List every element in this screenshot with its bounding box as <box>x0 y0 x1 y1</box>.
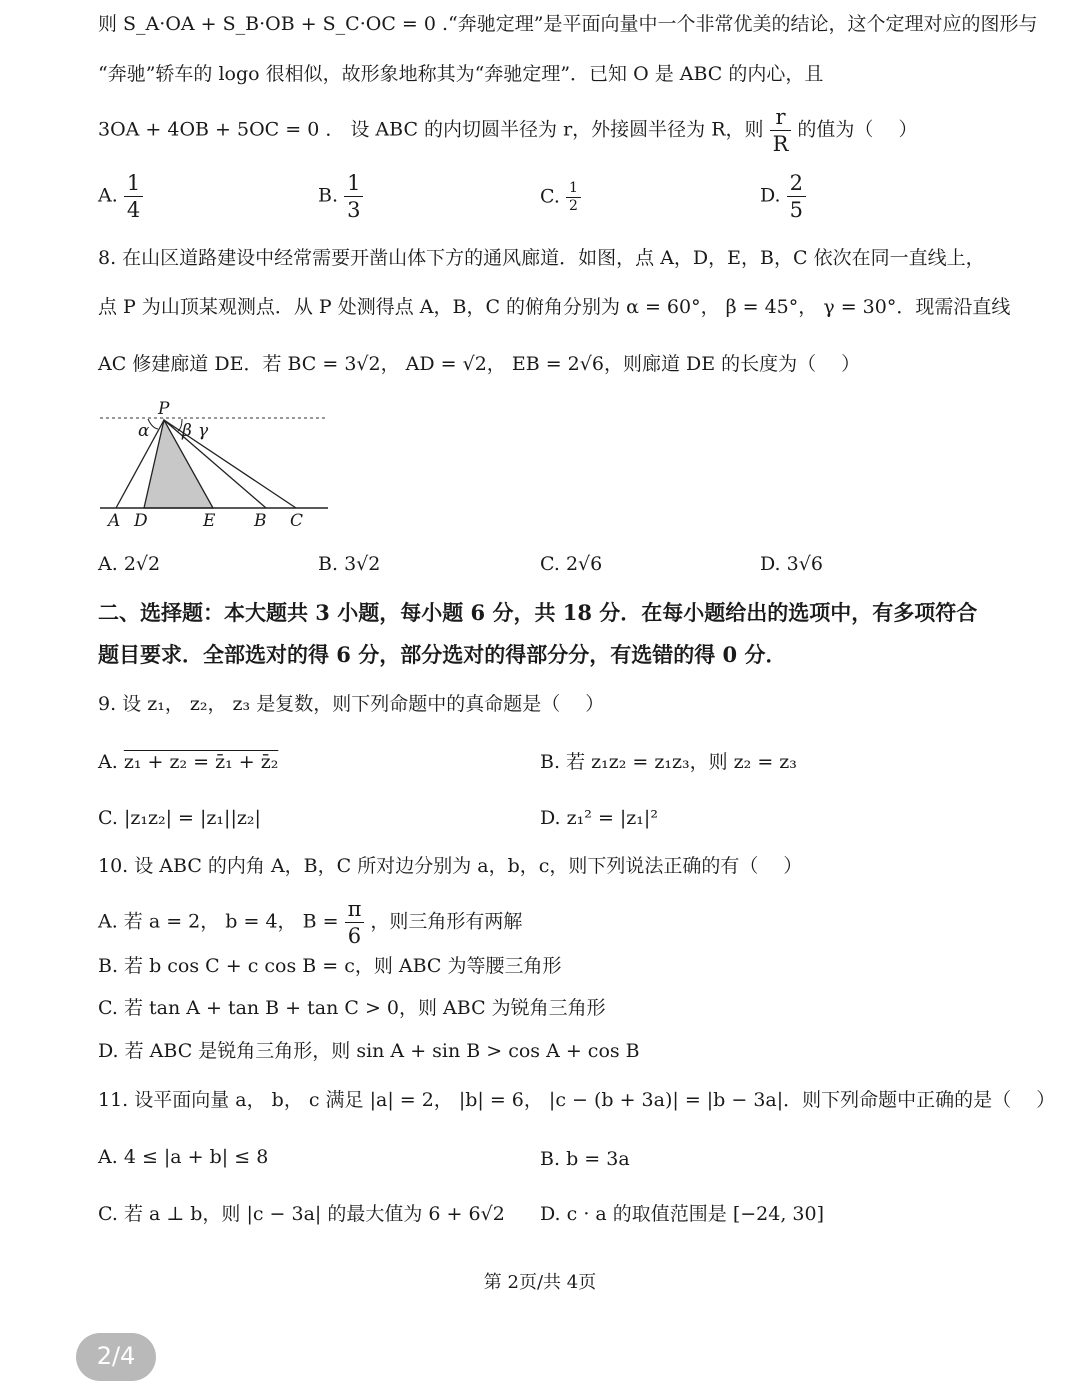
q8-corridor-figure <box>96 398 336 538</box>
q8-option-a <box>98 550 160 578</box>
option-fraction <box>124 170 143 223</box>
option-text: A. 若 a = 2， b = 4， B = <box>98 910 339 933</box>
option-text: z₁ + z₂ = z̄₁ + z̄₂ <box>123 751 279 773</box>
q11-option-c <box>98 1200 505 1228</box>
q8-line-3: AC 修建廊道 DE．若 BC = 3√2， AD = √2， EB = 2√6，则廊道 DE 的长度为（ ） <box>98 353 861 375</box>
option-label: D. <box>760 184 781 207</box>
q11-option-d <box>540 1200 824 1228</box>
option-text: 4 ≤ |a + b| ≤ 8 <box>123 1146 269 1168</box>
option-label: D. <box>540 807 561 829</box>
label-c: C <box>290 511 304 531</box>
q7-ratio-fraction <box>770 104 792 157</box>
fraction-denominator: 5 <box>789 198 804 222</box>
q8-line-2: 点 P 为山顶某观测点．从 P 处测得点 A，B，C 的俯角分别为 α = 60°， β = 45°， γ = 30°．现需沿直线 <box>98 296 1011 318</box>
fraction-numerator: π <box>345 896 365 923</box>
option-label: C. <box>540 185 560 208</box>
q9-option-c <box>98 804 261 832</box>
q9-option-d <box>540 804 658 832</box>
q7-line-2: “奔驰”轿车的 logo 很相似，故形象地称其为“奔驰定理”．已知 O 是 ABC 的内心，且 <box>98 63 824 85</box>
fraction-denominator: 6 <box>347 924 362 948</box>
option-label: D. <box>760 553 781 575</box>
section-2-heading-line-1: 二、选择题：本大题共 3 小题，每小题 6 分，共 18 分．在每小题给出的选项中，有多项符合 <box>98 600 978 625</box>
option-text: 2√2 <box>123 553 161 575</box>
q7-option-b <box>318 170 363 223</box>
q7-line-3-tail: 的值为（ ） <box>797 118 918 141</box>
option-text-tail: ，则三角形有两解 <box>370 910 523 933</box>
q7-line-3 <box>98 104 1040 154</box>
option-label: B. <box>540 1148 561 1170</box>
q7-option-d <box>760 170 806 223</box>
option-label: B. <box>318 184 339 207</box>
fraction-numerator: 1 <box>566 180 581 198</box>
page-indicator[interactable]: 2/4 <box>76 1333 156 1381</box>
option-text: 3√2 <box>344 553 381 575</box>
label-e: E <box>203 511 216 531</box>
q8-line-1: 8. 在山区道路建设中经常需要开凿山体下方的通风廊道．如图，点 A，D，E，B，C 依次在同一直线上， <box>98 247 985 269</box>
label-beta: β <box>182 421 192 441</box>
fraction-numerator: r <box>770 104 792 131</box>
fraction-denominator: 2 <box>568 198 578 214</box>
q7-line-3-text: 3OA + 4OB + 5OC = 0 ． 设 ABC 的内切圆半径为 r，外接圆半径为 R，则 <box>98 118 764 141</box>
option-label: A. <box>98 751 118 773</box>
q8-option-c <box>540 550 602 578</box>
option-label: C. <box>540 553 560 575</box>
option-label: A. <box>98 184 118 207</box>
q7-option-a <box>98 170 143 223</box>
option-text: 2√6 <box>565 553 603 575</box>
label-a: A <box>108 511 121 531</box>
q11-option-a <box>98 1143 268 1171</box>
option-text: z₁² = |z₁|² <box>566 807 658 829</box>
label-gamma: γ <box>198 421 209 441</box>
option-text: 若 a ⊥ b，则 |c − 3a| 的最大值为 6 + 6√2 <box>123 1203 505 1225</box>
q9-option-b <box>540 748 797 776</box>
fraction-denominator: 4 <box>126 198 141 222</box>
angle-arc-alpha <box>148 419 158 429</box>
option-label: A. <box>98 1146 118 1168</box>
q10-option-b: B. 若 b cos C + c cos B = c，则 ABC 为等腰三角形 <box>98 955 562 977</box>
q10-option-c: C. 若 tan A + tan B + tan C > 0，则 ABC 为锐角三角形 <box>98 997 606 1019</box>
corridor-diagram <box>96 398 336 534</box>
q11-stem: 11. 设平面向量 a， b， c 满足 |a| = 2， |b| = 6， |c − (b + 3a)| = |b − 3a|．则下列命题中正确的是（ ） <box>98 1089 1056 1111</box>
q10-stem: 10. 设 ABC 的内角 A，B，C 所对边分别为 a，b，c，则下列说法正确的有（ ） <box>98 855 803 877</box>
q7-option-c <box>540 180 581 215</box>
option-label: C. <box>98 807 118 829</box>
fraction-numerator: 2 <box>787 170 806 197</box>
label-d: D <box>134 511 148 531</box>
option-label: B. <box>540 751 561 773</box>
option-label: D. <box>540 1203 561 1225</box>
option-text: b = 3a <box>566 1148 630 1170</box>
fraction-numerator: 1 <box>124 170 143 197</box>
fraction-denominator: 3 <box>347 198 361 222</box>
q10-option-a <box>98 896 1040 946</box>
option-label: A. <box>98 553 118 575</box>
q10-option-d: D. 若 ABC 是锐角三角形，则 sin A + sin B > cos A + cos B <box>98 1040 640 1062</box>
q8-option-d <box>760 550 823 578</box>
q9-option-a <box>98 748 278 776</box>
option-fraction <box>787 170 806 223</box>
option-text: 3√6 <box>786 553 823 575</box>
option-label: C. <box>98 1203 118 1225</box>
fraction-numerator: 1 <box>344 170 363 197</box>
label-p: P <box>158 399 170 419</box>
option-fraction <box>344 170 363 223</box>
fraction-denominator: R <box>772 132 789 156</box>
label-b: B <box>254 511 267 531</box>
page-footer: 第 2页/共 4页 <box>483 1272 597 1293</box>
section-2-heading-line-2: 题目要求．全部选对的得 6 分，部分选对的得部分分，有选错的得 0 分． <box>98 642 787 667</box>
label-alpha: α <box>138 421 150 441</box>
option-fraction <box>566 180 581 215</box>
q7-line-1: 则 S_A·OA + S_B·OB + S_C·OC = 0 .“奔驰定理”是平面向量中一个非常优美的结论，这个定理对应的图形与 <box>98 13 1038 35</box>
q8-option-b <box>318 550 380 578</box>
option-text: |z₁z₂| = |z₁||z₂| <box>123 807 261 829</box>
option-text: 若 z₁z₂ = z₁z₃，则 z₂ = z₃ <box>566 751 797 773</box>
q9-stem: 9. 设 z₁， z₂， z₃ 是复数，则下列命题中的真命题是（ ） <box>98 693 605 715</box>
option-label: B. <box>318 553 339 575</box>
option-fraction <box>345 896 365 949</box>
option-text: c · a 的取值范围是 [−24, 30] <box>566 1203 825 1225</box>
q11-option-b <box>540 1145 630 1173</box>
